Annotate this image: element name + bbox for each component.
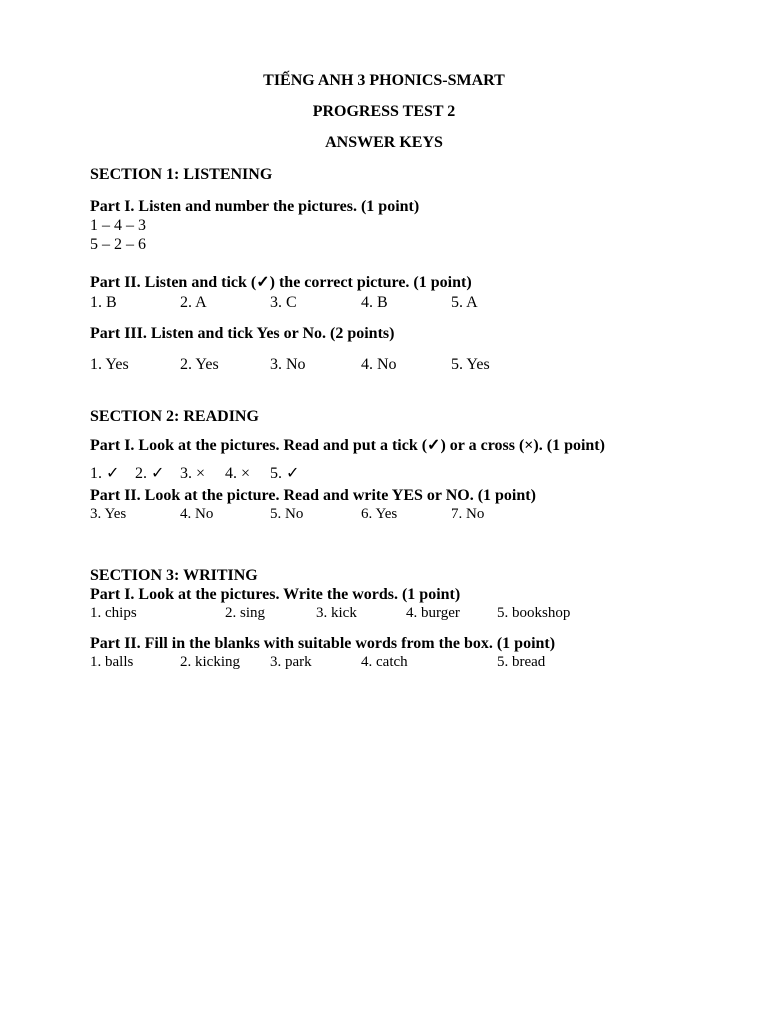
s2-part2-answer: 4. No — [180, 506, 214, 522]
s3-part2-answer: 4. catch — [361, 654, 408, 670]
s1-part2-answer: 1. B — [90, 294, 117, 311]
s1-part1-line: 5 – 2 – 6 — [90, 236, 146, 253]
document-subtitle: PROGRESS TEST 2 — [312, 103, 456, 120]
s3-part1-answer: 2. sing — [225, 605, 266, 621]
s3-part2-answer: 3. park — [270, 654, 312, 670]
s3-part1-answer: 3. kick — [316, 605, 357, 621]
s2-part2-answer: 3. Yes — [90, 506, 127, 522]
section-3-title: SECTION 3: WRITING — [90, 567, 258, 584]
s2-part1-answer: 4. × — [225, 465, 251, 482]
s1-part2-heading: Part II. Listen and tick (✓) the correct picture. (1 point) — [90, 274, 472, 291]
s3-part1-heading: Part I. Look at the pictures. Write the words. (1 point) — [90, 586, 461, 603]
s2-part1-answer: 2. ✓ — [135, 465, 165, 482]
s3-part1-answer: 4. burger — [406, 605, 460, 621]
s1-part2-answer: 2. A — [180, 294, 207, 311]
s1-part3-answer: 4. No — [361, 356, 397, 373]
s3-part2-answer: 1. balls — [90, 654, 134, 670]
s1-part3-answer: 3. No — [270, 356, 306, 373]
section-2-title: SECTION 2: READING — [90, 408, 259, 425]
s1-part3-answer: 1. Yes — [90, 356, 129, 373]
document-title: TIẾNG ANH 3 PHONICS-SMART — [263, 72, 505, 89]
s2-part1-heading: Part I. Look at the pictures. Read and put a tick (✓) or a cross (×). (1 point) — [90, 437, 605, 454]
s2-part1-answer: 3. × — [180, 465, 206, 482]
s1-part3-answer: 5. Yes — [451, 356, 490, 373]
s3-part2-heading: Part II. Fill in the blanks with suitable words from the box. (1 point) — [90, 635, 556, 652]
s1-part1-line: 1 – 4 – 3 — [90, 217, 146, 234]
s1-part3-heading: Part III. Listen and tick Yes or No. (2 points) — [90, 325, 395, 342]
s3-part1-answer: 1. chips — [90, 605, 137, 621]
answer-keys-heading: ANSWER KEYS — [325, 134, 443, 151]
s3-part2-answer: 5. bread — [497, 654, 546, 670]
s3-part2-answer: 2. kicking — [180, 654, 240, 670]
s2-part1-answer: 1. ✓ — [90, 465, 120, 482]
s2-part2-answer: 5. No — [270, 506, 304, 522]
s2-part2-answer: 7. No — [451, 506, 485, 522]
s1-part2-answer: 5. A — [451, 294, 478, 311]
s1-part2-answer: 3. C — [270, 294, 297, 311]
s2-part2-heading: Part II. Look at the picture. Read and write YES or NO. (1 point) — [90, 487, 536, 504]
s1-part2-answer: 4. B — [361, 294, 388, 311]
s1-part3-answer: 2. Yes — [180, 356, 219, 373]
s2-part1-answer: 5. ✓ — [270, 465, 300, 482]
s1-part1-heading: Part I. Listen and number the pictures. (1 point) — [90, 198, 420, 215]
s2-part2-answer: 6. Yes — [361, 506, 398, 522]
section-1-title: SECTION 1: LISTENING — [90, 166, 273, 183]
s3-part1-answer: 5. bookshop — [497, 605, 571, 621]
